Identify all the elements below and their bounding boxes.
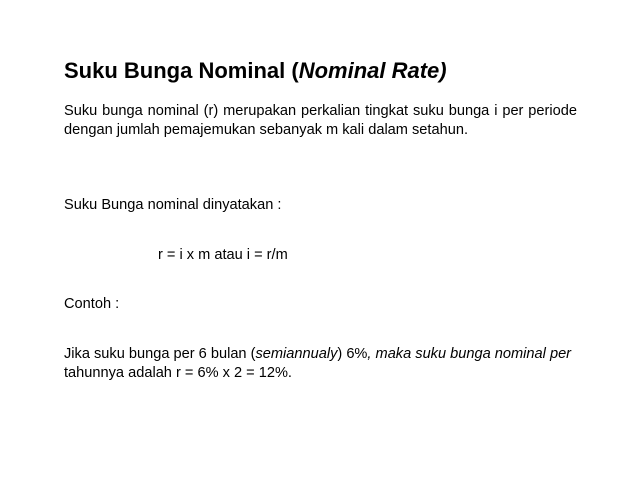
example-term-italic: semiannualy xyxy=(255,346,338,362)
example-text-3: tahunnya adalah r = 6% x 2 = 12%. xyxy=(64,365,292,381)
formula: r = i x m atau i = r/m xyxy=(158,247,288,263)
stated-label: Suku Bunga nominal dinyatakan : xyxy=(64,197,282,213)
example-text-2: ) 6% xyxy=(337,346,368,362)
example-phrase-italic: , maka suku bunga nominal per xyxy=(367,346,572,362)
example-label: Contoh : xyxy=(64,296,120,312)
title-main-text: Suku Bunga Nominal ( xyxy=(64,58,299,83)
example-text-1: Jika suku bunga per 6 bulan ( xyxy=(64,346,256,362)
example-paragraph xyxy=(64,345,577,383)
definition-paragraph: Suku bunga nominal (r) merupakan perkalian tingkat suku bunga i per periode dengan jumlah pemajemukan sebanyak m kali dalam setahun. xyxy=(64,103,577,138)
title-italic-text: Nominal Rate) xyxy=(298,58,447,83)
slide-title xyxy=(64,56,447,86)
